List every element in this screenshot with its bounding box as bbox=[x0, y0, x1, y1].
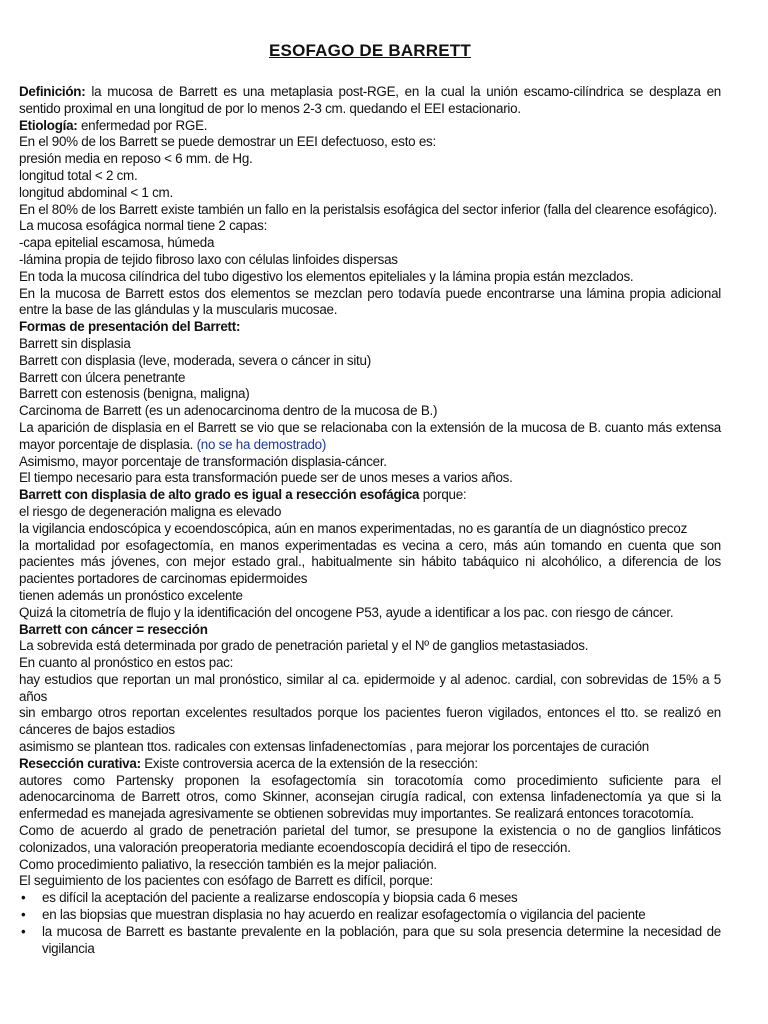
text-line: Quizá la citometría de flujo y la identificación del oncogene P53, ayude a identificar a los pac. con riesgo de cáncer. bbox=[19, 604, 674, 620]
section-heading-cancer: Barrett con cáncer = resección bbox=[19, 621, 208, 637]
high-grade-rest: porque: bbox=[419, 487, 467, 503]
text-line: Como procedimiento paliativo, la resección también es la mejor paliación. bbox=[19, 856, 437, 872]
text-line: El tiempo necesario para esta transformación puede ser de unos meses a varios años. bbox=[19, 470, 513, 486]
text-line: hay estudios que reportan un mal pronóstico, similar al ca. epidermoide y al adenoc. cardial, con sobrevidas de 15% a 5 años bbox=[19, 671, 721, 704]
dysplasia-note: (no se ha demostrado) bbox=[196, 436, 327, 452]
text-line: En toda la mucosa cilíndrica del tubo digestivo los elementos epiteliales y la lámina propia están mezclados. bbox=[19, 268, 634, 284]
text-line: -lámina propia de tejido fibroso laxo con células linfoides dispersas bbox=[19, 251, 398, 267]
list-item bbox=[19, 890, 721, 907]
high-grade-heading bbox=[19, 487, 721, 504]
resection-text: Existe controversia acerca de la extensión de la resección: bbox=[140, 755, 478, 771]
text-line: La mucosa esofágica normal tiene 2 capas: bbox=[19, 218, 268, 234]
text-line: En la mucosa de Barrett estos dos elementos se mezclan pero todavía puede encontrarse una lámina propia adicional entre la base de las glándulas y la muscularis mucosae. bbox=[19, 285, 721, 318]
text-line: En el 90% de los Barrett se puede demostrar un EEI defectuoso, esto es: bbox=[19, 134, 436, 150]
list-item bbox=[19, 924, 721, 958]
text-line: la mortalidad por esofagectomía, en manos experimentadas es vecina a cero, más aún tomando en cuenta que son pacientes más jóvenes, con mejor estado gral., habitualmente sin hábito tabáquico ni alcohólico, a diferencia de los pacientes portadores de carcinomas epidermoides bbox=[19, 537, 721, 587]
list-item: Carcinoma de Barrett (es un adenocarcinoma dentro de la mucosa de B.) bbox=[19, 403, 438, 419]
bullet-text: la mucosa de Barrett es bastante prevalente en la población, para que su sola presencia determine la necesidad de vigilancia bbox=[42, 923, 721, 956]
text-line: presión media en reposo < 6 mm. de Hg. bbox=[19, 151, 253, 167]
bullet-icon: • bbox=[21, 923, 26, 939]
list-item: Barrett con úlcera penetrante bbox=[19, 369, 186, 385]
high-grade-bold: Barrett con displasia de alto grado es igual a resección esofágica bbox=[19, 487, 420, 503]
text-line: Asimismo, mayor porcentaje de transformación displasia-cáncer. bbox=[19, 453, 387, 469]
text-line: la vigilancia endoscópica y ecoendoscópica, aún en manos experimentadas, no es garantía de un diagnóstico precoz bbox=[19, 520, 688, 536]
list-item: Barrett con displasia (leve, moderada, severa o cáncer in situ) bbox=[19, 352, 371, 368]
etiology-label: Etiología: bbox=[19, 117, 78, 133]
bullet-text: en las biopsias que muestran displasia no hay acuerdo en realizar esofagectomía o vigilancia del paciente bbox=[42, 907, 646, 923]
dysplasia-text: La aparición de displasia en el Barrett se vio que se relacionaba con la extensión de la mucosa de B. cuanto más extensa mayor porcentaje de displasia. bbox=[19, 419, 721, 452]
etiology-paragraph bbox=[19, 118, 721, 135]
follow-up-list bbox=[19, 890, 721, 957]
list-item: Barrett sin displasia bbox=[19, 335, 131, 351]
resection-label: Resección curativa: bbox=[19, 755, 141, 771]
text-line: El seguimiento de los pacientes con esófago de Barrett es difícil, porque: bbox=[19, 873, 433, 889]
etiology-text: enfermedad por RGE. bbox=[77, 117, 208, 133]
text-line: asimismo se plantean ttos. radicales con extensas linfadenectomías , para mejorar los porcentajes de curación bbox=[19, 739, 649, 755]
bullet-text: es difícil la aceptación del paciente a realizarse endoscopía y biopsia cada 6 meses bbox=[42, 890, 518, 906]
text-line: La sobrevida está determinada por grado de penetración parietal y el Nº de ganglios metastasiados. bbox=[19, 638, 589, 654]
list-item bbox=[19, 907, 721, 924]
text-line: En el 80% de los Barrett existe también un fallo en la peristalsis esofágica del sector inferior (falla del clearence esofágico). bbox=[19, 201, 717, 217]
text-line: tienen además un pronóstico excelente bbox=[19, 587, 243, 603]
resection-paragraph bbox=[19, 756, 721, 773]
definition-paragraph bbox=[19, 84, 721, 118]
section-heading-formas: Formas de presentación del Barrett: bbox=[19, 319, 241, 335]
page-title: ESOFAGO DE BARRETT bbox=[269, 41, 471, 60]
text-line: el riesgo de degeneración maligna es elevado bbox=[19, 503, 282, 519]
text-line: Como de acuerdo al grado de penetración parietal del tumor, se presupone la existencia o no de ganglios linfáticos colonizados, una valoración preoperatoria mediante ecoendoscopía decidirá el tipo de resección. bbox=[19, 823, 721, 855]
text-line: longitud total < 2 cm. bbox=[19, 167, 138, 183]
document-page bbox=[19, 40, 721, 957]
dysplasia-paragraph bbox=[19, 420, 721, 454]
definition-label: Definición: bbox=[19, 84, 86, 99]
text-line: sin embargo otros reportan excelentes resultados porque los pacientes fueron vigilados, entonces el tto. se realizó en cánceres de bajos estadios bbox=[19, 705, 721, 738]
list-item: Barrett con estenosis (benigna, maligna) bbox=[19, 386, 250, 402]
definition-text: la mucosa de Barrett es una metaplasia post-RGE, en la cual la unión escamo-cilíndrica se desplaza en sentido proximal en una longitud de por lo menos 2-3 cm. quedando el EEI estacionario. bbox=[19, 84, 721, 116]
text-line: longitud abdominal < 1 cm. bbox=[19, 184, 173, 200]
text-line: autores como Partensky proponen la esofagectomía sin toracotomía como procedimiento suficiente para el adenocarcinoma de Barrett otros, como Skinner, aconsejan cirugía radical, con extensa linfadenectomía ya que si la enfermedad es manejada agresivamente se obtienen sobrevidas muy importantes. Se realizará entonces toracotomía. bbox=[19, 772, 721, 822]
text-line: En cuanto al pronóstico en estos pac: bbox=[19, 655, 234, 671]
bullet-icon: • bbox=[21, 890, 26, 906]
text-line: -capa epitelial escamosa, húmeda bbox=[19, 235, 215, 251]
bullet-icon: • bbox=[21, 907, 26, 923]
